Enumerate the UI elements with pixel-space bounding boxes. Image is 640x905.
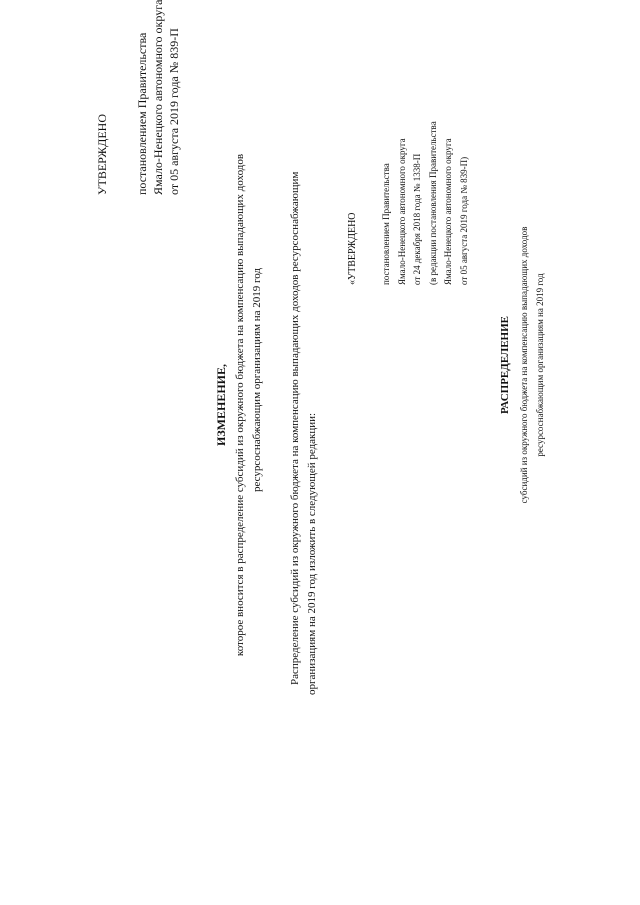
distribution-subtitle-line-1: субсидий из окружного бюджета на компенсацию выпадающих доходов [519,226,529,504]
approval-top-line-3: от 05 августа 2019 года № 839-П [167,28,181,195]
approval-quoted-title: «УТВЕРЖДЕНО [347,212,358,285]
body-paragraph-line-1: Распределение субсидий из окружного бюджета на компенсацию выпадающих доходов ресурсоснабжающим [289,171,301,685]
change-title: ИЗМЕНЕНИЕ, [214,364,228,447]
approval-quoted-line-3: от 24 декабря 2018 года № 1338-П [412,153,422,285]
change-subtitle-line-2: ресурсоснабжающим организациям на 2019 год [251,267,263,493]
approval-quoted-line-5: Ямало-Ненецкого автономного округа [443,138,453,285]
approval-quoted-line-6: от 05 августа 2019 года № 839-П) [459,156,469,285]
distribution-title: РАСПРЕДЕЛЕНИЕ [499,316,511,415]
change-subtitle-line-1: которое вносится в распределение субсидий из окружного бюджета на компенсацию выпадающих доходов [234,153,246,657]
approval-top-title: УТВЕРЖДЕНО [95,113,109,195]
approval-quoted-line-1: постановлением Правительства [381,163,391,285]
approval-top-line-2: Ямало-Ненецкого автономного округа [151,0,165,195]
approval-top-line-1: постановлением Правительства [135,32,149,195]
distribution-subtitle-line-2: ресурсоснабжающим организациям на 2019 год [535,273,545,457]
approval-quoted-line-4: (в редакции постановления Правительства [428,121,438,285]
approval-quoted-line-2: Ямало-Ненецкого автономного округа [397,138,407,285]
body-paragraph-line-2: организациям на 2019 год изложить в следующей редакции: [306,412,318,695]
